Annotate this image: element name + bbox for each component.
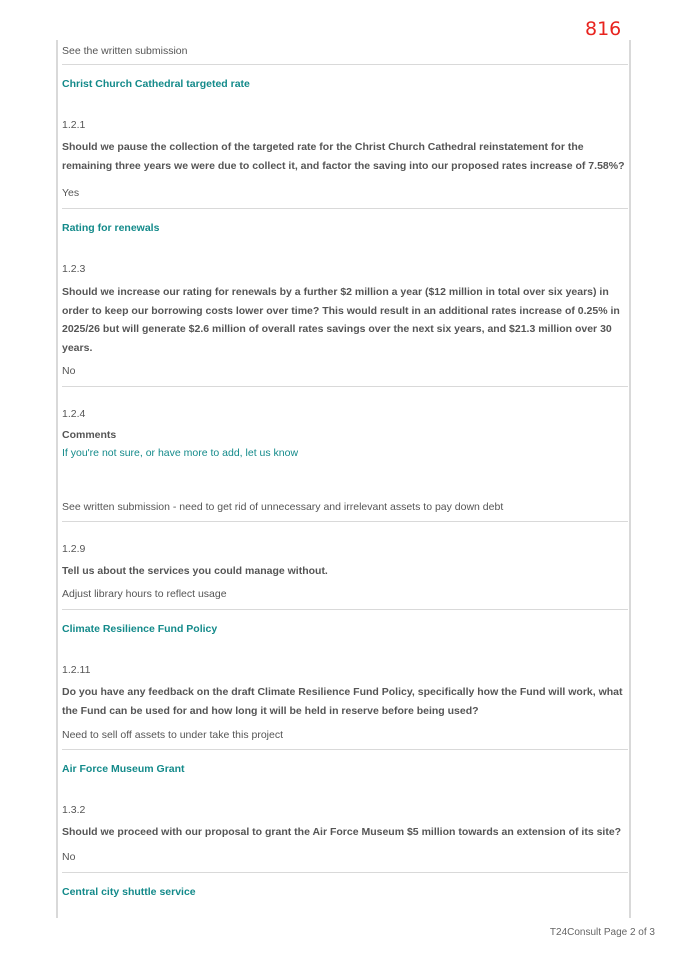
section-heading: Rating for renewals bbox=[62, 222, 160, 234]
question-number: 1.2.9 bbox=[62, 542, 86, 555]
submission-content bbox=[62, 44, 630, 899]
page-stamp: 816 bbox=[585, 18, 622, 40]
question-text: Do you have any feedback on the draft Climate Resilience Fund Policy, specifically how the Fund will work, what the Fund can be used for and how long it will be held in reserve before being used? bbox=[62, 686, 623, 717]
divider bbox=[62, 64, 628, 65]
question-text: Comments bbox=[62, 429, 117, 441]
answer: Need to sell off assets to under take this project bbox=[62, 729, 284, 741]
section-heading: Climate Resilience Fund Policy bbox=[62, 623, 218, 635]
divider bbox=[62, 386, 628, 387]
section-heading: Christ Church Cathedral targeted rate bbox=[62, 78, 250, 90]
section-heading: Air Force Museum Grant bbox=[62, 763, 185, 775]
divider bbox=[62, 609, 628, 610]
question-text: Should we pause the collection of the targeted rate for the Christ Church Cathedral reinstatement for the remaining three years we were due to collect it, and factor the saving into our proposed rates increase of 7.58%? bbox=[62, 141, 625, 172]
answer: No bbox=[62, 365, 76, 377]
answer: No bbox=[62, 850, 76, 863]
question-number: 1.2.11 bbox=[62, 664, 91, 676]
question-text: Should we proceed with our proposal to grant the Air Force Museum $5 million towards an extension of its site? bbox=[62, 826, 622, 838]
question-number: 1.2.1 bbox=[62, 119, 86, 131]
question-helper: If you're not sure, or have more to add, let us know bbox=[62, 446, 299, 459]
divider bbox=[62, 749, 628, 750]
answer: Adjust library hours to reflect usage bbox=[62, 588, 227, 600]
question-text: Should we increase our rating for renewals by a further $2 million a year ($12 million in total over six years) in order to keep our borrowing costs lower over time? This would result in an additional rates increase of 0.25% in 2025/26 but will generate $2.6 million of overall rates savings over the next six years, and $21.3 million over 30 years. bbox=[62, 286, 620, 354]
answer: See written submission - need to get rid of unnecessary and irrelevant assets to pay down debt bbox=[62, 500, 504, 513]
divider bbox=[62, 872, 628, 873]
section-heading: Central city shuttle service bbox=[62, 885, 196, 898]
divider bbox=[62, 521, 628, 522]
intro-answer: See the written submission bbox=[62, 45, 188, 57]
question-number: 1.2.3 bbox=[62, 263, 86, 275]
question-number: 1.2.4 bbox=[62, 408, 86, 420]
page-footer: T24Consult Page 2 of 3 bbox=[549, 927, 655, 938]
divider bbox=[62, 208, 628, 209]
left-border bbox=[56, 40, 58, 918]
question-text: Tell us about the services you could manage without. bbox=[62, 564, 328, 577]
answer: Yes bbox=[62, 187, 80, 199]
question-number: 1.3.2 bbox=[62, 804, 86, 816]
